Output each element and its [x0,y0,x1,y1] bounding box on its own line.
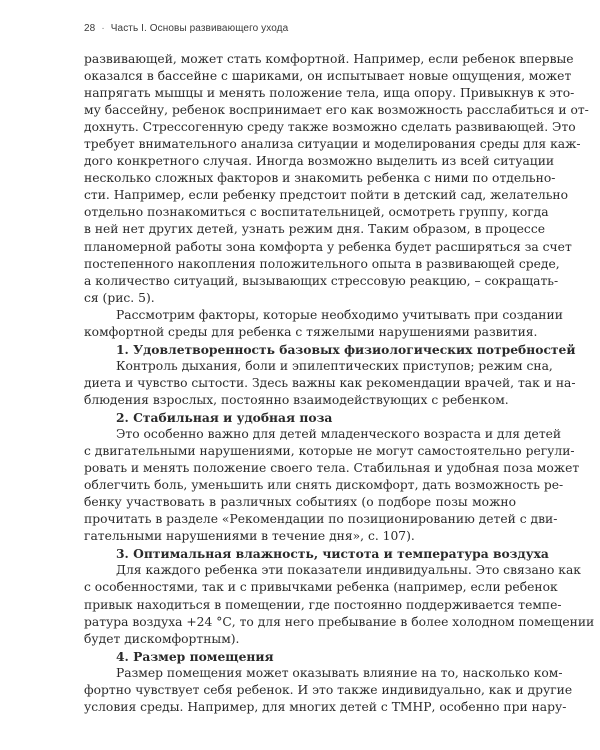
text-line: му бассейну, ребенок воспринимает его как возможность расслабиться и от- [84,103,589,118]
text-line: прочитать в разделе «Рекомендации по позиционированию детей с дви- [84,512,558,527]
text-line: ровать и менять положение своего тела. Стабильная и удобная поза может [84,461,580,476]
page-body [84,51,595,716]
text-line: диета и чувство сытости. Здесь важны как рекомендации врачей, так и на- [84,375,576,390]
text-line: с особенностями, так и с привычками ребенка (например, если ребенок [84,580,558,595]
section-heading: 4. Размер помещения [116,648,274,664]
running-header [84,23,288,34]
section-heading: 2. Стабильная и удобная поза [116,409,333,425]
text-line: Это особенно важно для детей младенческого возраста и для детей [116,427,562,442]
running-title: Часть I. Основы развивающего ухода [110,23,289,34]
text-line: условия среды. Например, для многих детей с ТМНР, особенно при нару- [84,699,567,714]
text-line: дого конкретного случая. Иногда возможно выделить из всей ситуации [84,154,555,169]
text-line: несколько сложных факторов и знакомить ребенка с ними по отдельно- [84,171,556,186]
text-line: комфортной среды для ребенка с тяжелыми нарушениями развития. [84,324,538,339]
text-line: сти. Например, если ребенку предстоит пойти в детский сад, желательно [84,188,568,203]
text-line: привык находиться в помещении, где постоянно поддерживается темпе- [84,597,562,612]
text-line: напрягать мышцы и менять положение тела, ища опору. Привыкнув к это- [84,86,575,101]
text-line: с двигательными нарушениями, которые не могут самостоятельно регули- [84,444,575,459]
text-line: фортно чувствует себя ребенок. И это также индивидуально, как и другие [84,682,573,697]
text-line: планомерной работы зона комфорта у ребенка будет расширяться за счет [84,239,572,254]
text-line: а количество ситуаций, вызывающих стрессовую реакцию, – сокращать- [84,273,559,288]
text-line: требует внимательного анализа ситуации и моделирования среды для каж- [84,137,581,152]
text-line: Размер помещения может оказывать влияние на то, насколько ком- [116,665,563,680]
text-line: будет дискомфортным). [84,631,240,646]
text-line: Для каждого ребенка эти показатели индивидуальны. Это связано как [116,563,581,578]
page-number: 28 [84,23,96,34]
text-line: блюдения взрослых, постоянно взаимодействующих с ребенком. [84,392,509,407]
text-line: постепенного накопления положительного опыта в развивающей среде, [84,256,560,271]
text-line: бенку участвовать в различных событиях (о подборе позы можно [84,495,516,510]
text-line: Рассмотрим факторы, которые необходимо учитывать при создании [116,307,563,322]
text-line: оказался в бассейне с шариками, он испытывает новые ощущения, может [84,69,572,84]
text-line: в ней нет других детей, узнать режим дня. Таким образом, в процессе [84,222,545,237]
section-heading: 3. Оптимальная влажность, чистота и температура воздуха [116,546,549,562]
text-line: Контроль дыхания, боли и эпилептических приступов; режим сна, [116,358,553,373]
text-line: облегчить боль, уменьшить или снять дискомфорт, дать возможность ре- [84,478,564,493]
text-line: развивающей, может стать комфортной. Например, если ребенок впервые [84,52,574,66]
text-line: дохнуть. Стрессогенную среду также возможно сделать развивающей. Это [84,120,576,135]
text-line: ратура воздуха +24 °С, то для него пребывание в более холодном помещении [84,614,595,629]
text-line: гательными нарушениями в течение дня», с. 107). [84,529,415,544]
header-separator: · [101,23,105,34]
text-line: отдельно познакомиться с воспитательницей, осмотреть группу, когда [84,205,549,220]
section-heading: 1. Удовлетворенность базовых физиологических потребностей [116,341,576,357]
text-line: ся (рис. 5). [84,290,155,305]
